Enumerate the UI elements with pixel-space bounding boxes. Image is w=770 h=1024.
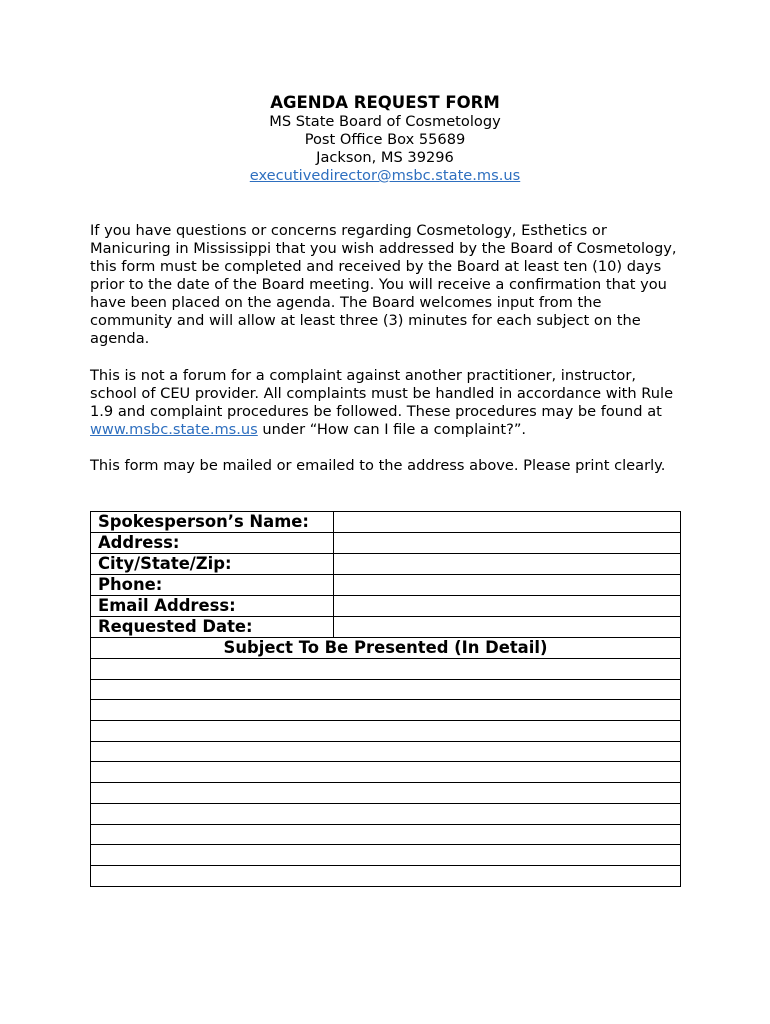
subject-line-field[interactable] [91,845,681,866]
address-field[interactable] [334,533,681,554]
subject-line-field[interactable] [91,721,681,742]
contact-email-link[interactable]: executivedirector@msbc.state.ms.us [249,167,521,184]
complaint-notice-paragraph [90,367,685,439]
phone-label: Phone: [91,575,334,596]
subject-line [91,679,681,700]
form-row-address [91,533,681,554]
address-label: Address: [91,533,334,554]
form-row-subject-header [91,638,681,659]
phone-field[interactable] [334,575,681,596]
requested-date-field[interactable] [334,617,681,638]
subject-line-field[interactable] [91,865,681,886]
subject-line-field[interactable] [91,783,681,804]
contact-email-line [0,167,770,185]
subject-line-field[interactable] [91,824,681,845]
form-row-requested-date [91,617,681,638]
intro-paragraph: If you have questions or concerns regarding Cosmetology, Esthetics or Manicuring in Mississippi that you wish addressed by the Board of Cosmetology, this form must be completed and received by the Board at least ten (10) days prior to the date of the Board meeting. You will receive a confirmation that you have been placed on the agenda. The Board welcomes input from the community and will allow at least three (3) minutes for each subject on the agenda. [90,222,677,347]
subject-line [91,845,681,866]
complaint-notice-text-end: under “How can I file a complaint?”. [257,421,527,438]
form-row-city-state-zip [91,554,681,575]
spokesperson-name-field[interactable] [334,512,681,533]
subject-line [91,803,681,824]
city-state-zip: Jackson, MS 39296 [316,149,454,166]
subject-line [91,762,681,783]
organization-name: MS State Board of Cosmetology [269,113,501,130]
email-address-field[interactable] [334,596,681,617]
requested-date-label: Requested Date: [91,617,334,638]
form-title: AGENDA REQUEST FORM [270,93,500,112]
subject-header: Subject To Be Presented (In Detail) [91,638,681,659]
subject-line-field[interactable] [91,659,681,680]
email-address-label: Email Address: [91,596,334,617]
subject-line-field[interactable] [91,700,681,721]
website-link[interactable]: www.msbc.state.ms.us [90,421,258,438]
subject-line [91,865,681,886]
subject-line [91,721,681,742]
subject-line [91,741,681,762]
form-row-email [91,596,681,617]
mailing-instructions-paragraph: This form may be mailed or emailed to the address above. Please print clearly. [90,457,666,474]
city-state-zip-field[interactable] [334,554,681,575]
form-row-spokesperson [91,512,681,533]
request-form-table [90,511,681,887]
po-box: Post Office Box 55689 [304,131,466,148]
form-header [0,93,770,185]
subject-line-field[interactable] [91,679,681,700]
city-state-zip-label: City/State/Zip: [91,554,334,575]
subject-line-field[interactable] [91,762,681,783]
subject-line-field[interactable] [91,803,681,824]
subject-line [91,783,681,804]
spokesperson-name-label: Spokesperson’s Name: [91,512,334,533]
form-row-phone [91,575,681,596]
subject-line [91,659,681,680]
subject-line [91,700,681,721]
complaint-notice-text: This is not a forum for a complaint against another practitioner, instructor, school of CEU provider. All complaints must be handled in accordance with Rule 1.9 and complaint procedures be followed. These procedures may be found at [90,367,674,420]
subject-line-field[interactable] [91,741,681,762]
subject-line [91,824,681,845]
